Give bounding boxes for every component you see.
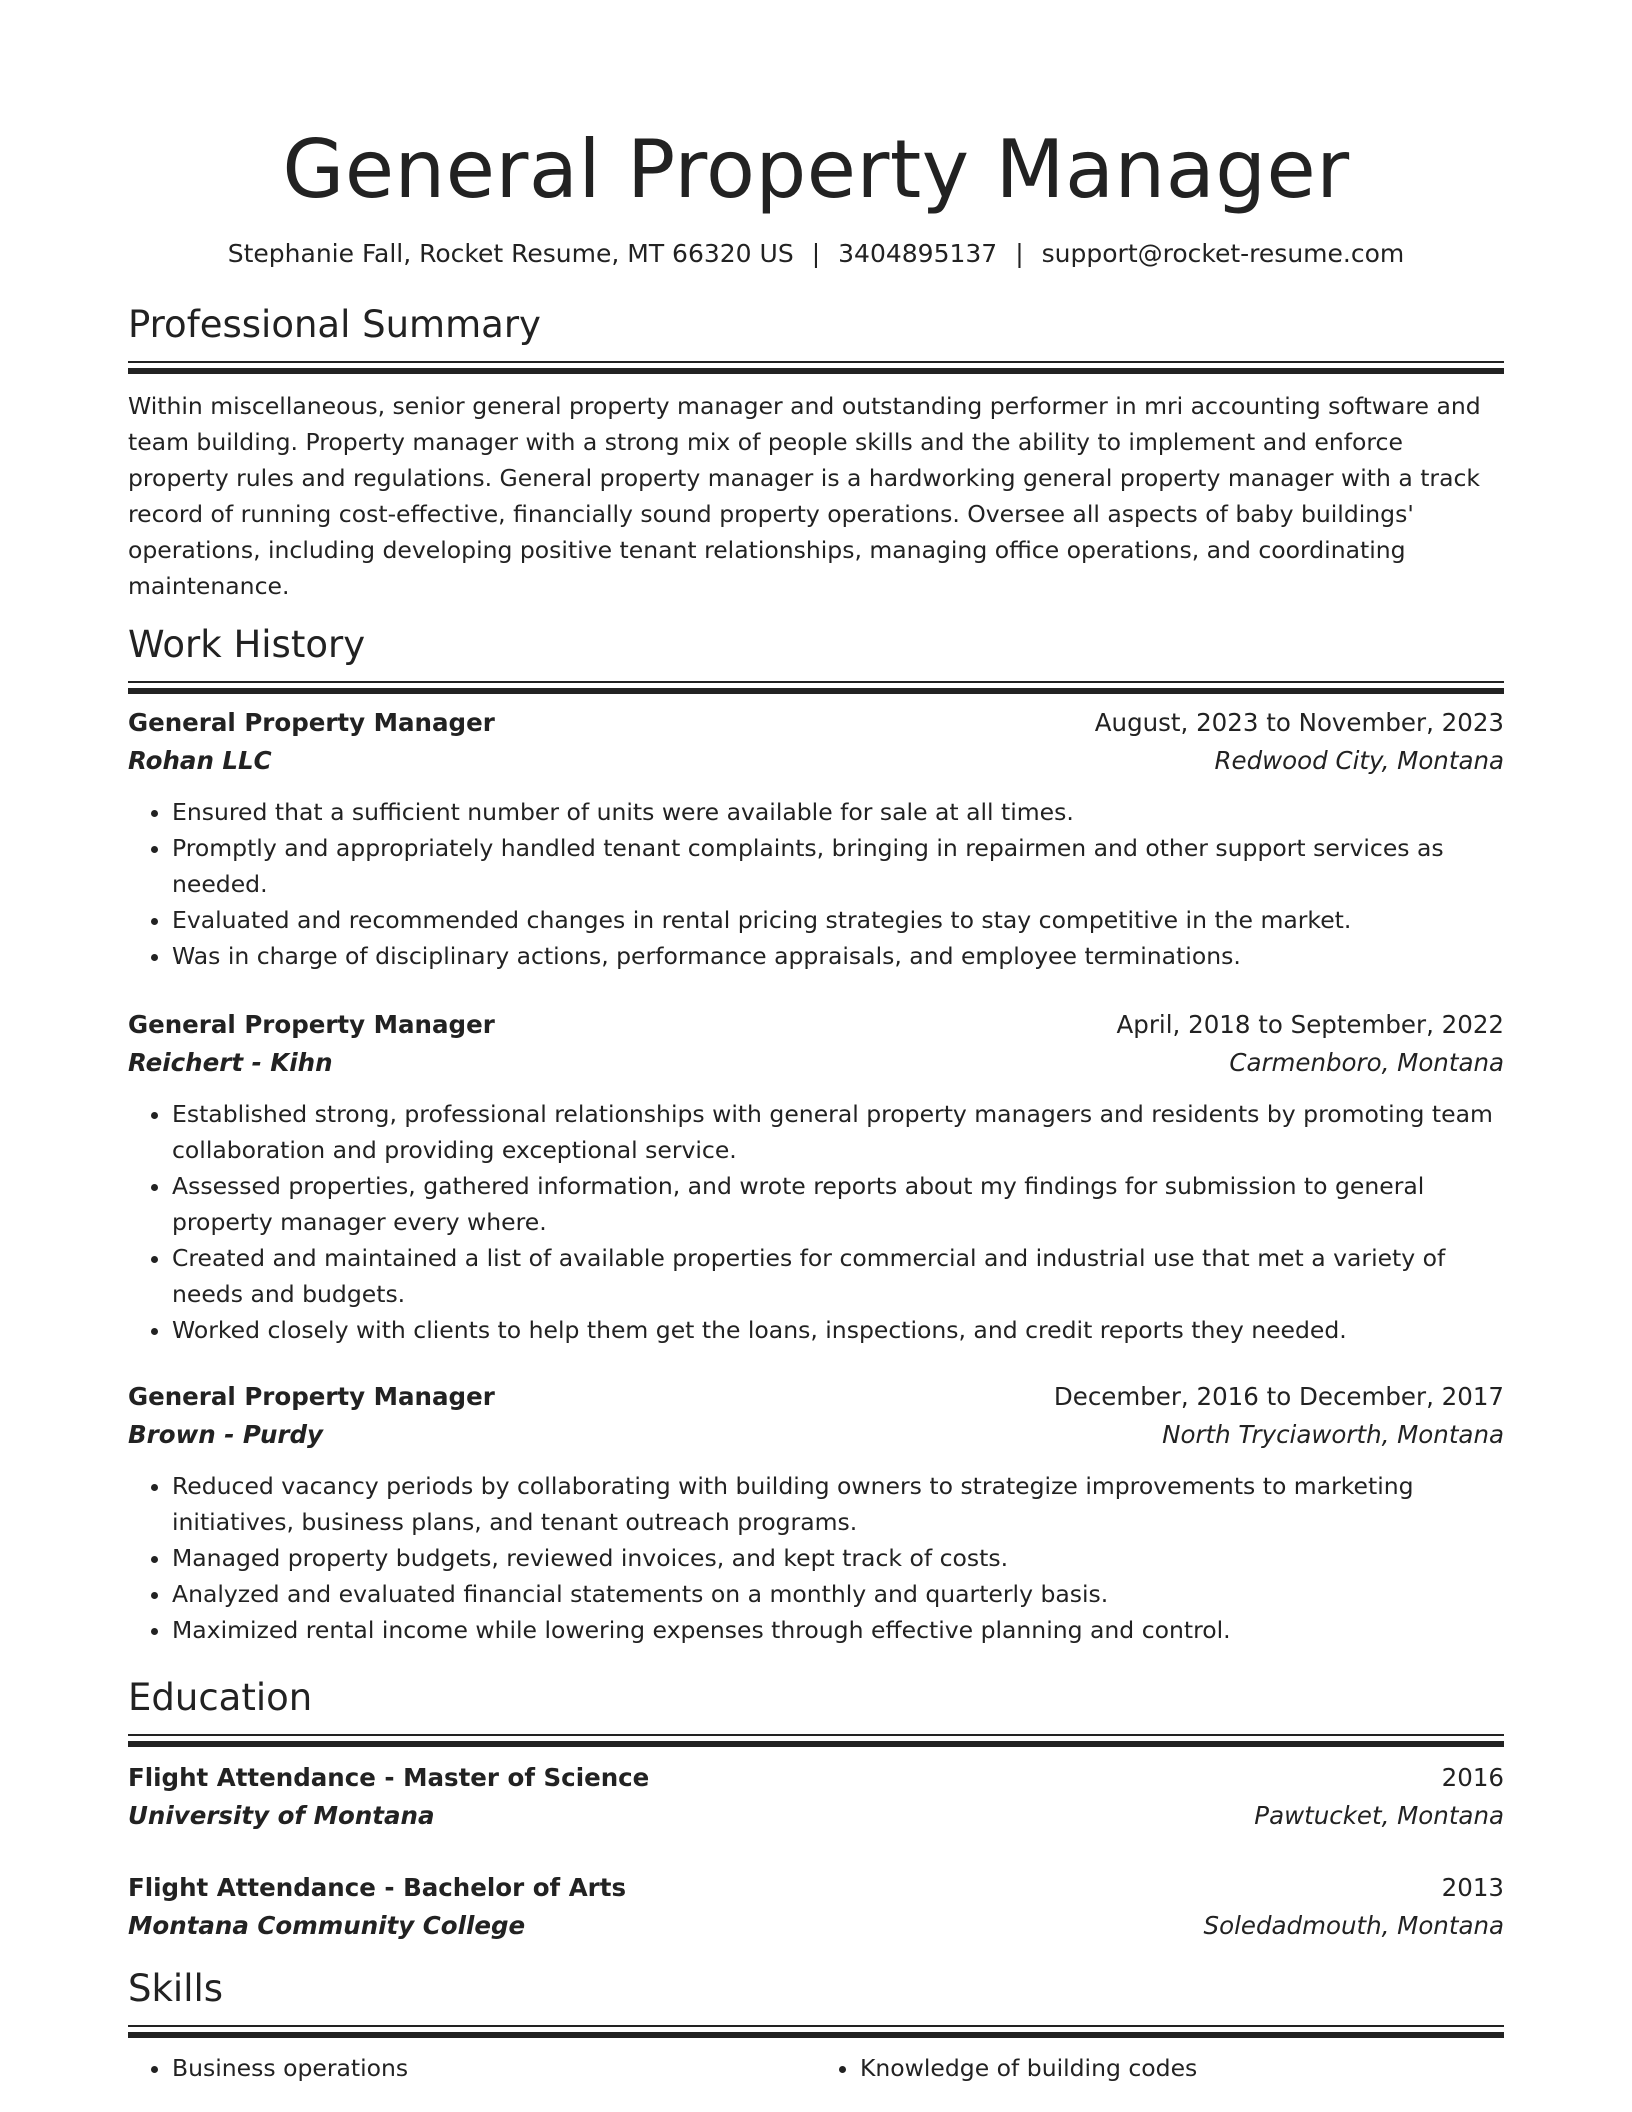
contact-email: support@rocket-resume.com	[1041, 239, 1405, 268]
job-dates: April, 2018 to September, 2022	[1116, 1010, 1504, 1039]
section-education	[128, 1674, 1504, 1945]
job-company-row	[128, 1416, 1504, 1454]
job-bullet: • Assessed properties, gathered information, and wrote reports about my findings for submission to general property manager every where.	[172, 1168, 1504, 1240]
section-rule	[128, 1734, 1504, 1747]
job-role: General Property Manager	[128, 708, 495, 737]
section-summary	[128, 301, 1504, 604]
job-header-row	[128, 704, 1504, 742]
section-skills	[128, 1965, 1504, 2086]
job-role: General Property Manager	[128, 1010, 495, 1039]
resume-page	[128, 0, 1504, 2086]
job-bullet: • Ensured that a sufficient number of units were available for sale at all times.	[172, 794, 1504, 830]
job-bullets	[128, 794, 1504, 974]
job-bullet: • Maximized rental income while lowering expenses through effective planning and control.	[172, 1612, 1504, 1648]
contact-separator: |	[811, 239, 821, 268]
contact-separator: |	[1015, 239, 1024, 268]
section-title-education: Education	[128, 1676, 313, 1719]
job-bullet: • Analyzed and evaluated financial statements on a monthly and quarterly basis.	[172, 1576, 1504, 1612]
job-bullet: • Evaluated and recommended changes in rental pricing strategies to stay competitive in the market.	[172, 902, 1504, 938]
skills-list-right	[816, 2050, 1504, 2086]
job-bullet: • Managed property budgets, reviewed invoices, and kept track of costs.	[172, 1540, 1504, 1576]
job-bullet: • Established strong, professional relationships with general property managers and residents by promoting team collaboration and providing exceptional service.	[172, 1096, 1504, 1168]
education-school-row	[128, 1907, 1504, 1945]
job-entry	[128, 1006, 1504, 1348]
job-bullets	[128, 1096, 1504, 1348]
section-rule	[128, 681, 1504, 694]
job-dates: December, 2016 to December, 2017	[1053, 1382, 1504, 1411]
job-header-row	[128, 1006, 1504, 1044]
education-location: Soledadmouth, Montana	[1203, 1911, 1504, 1940]
education-school: University of Montana	[128, 1801, 435, 1830]
summary-text: Within miscellaneous, senior general property manager and outstanding performer in mri accounting software and team building. Property manager with a strong mix of people skills and the ability to implement and enforce property rules and regulations. General property manager is a hardworking general property manager with a track record of running cost-effective, financially sound property operations. Oversee all aspects of baby buildings' operations, including developing positive tenant relationships, managing office operations, and coordinating maintenance.	[128, 392, 1481, 600]
job-location: Redwood City, Montana	[1214, 746, 1504, 775]
resume-name: General Property Manager	[282, 123, 1350, 216]
skills-columns	[128, 2050, 1504, 2086]
job-dates: August, 2023 to November, 2023	[1094, 708, 1504, 737]
education-year: 2013	[1441, 1873, 1504, 1902]
skill-item: • Business operations	[172, 2050, 816, 2086]
job-role: General Property Manager	[128, 1382, 495, 1411]
job-bullet: • Reduced vacancy periods by collaborating with building owners to strategize improvements to marketing initiatives, business plans, and tenant outreach programs.	[172, 1468, 1504, 1540]
section-rule	[128, 361, 1504, 374]
contact-phone: 3404895137	[838, 239, 998, 268]
section-work-history	[128, 621, 1504, 1648]
job-entry	[128, 704, 1504, 974]
section-rule	[128, 2025, 1504, 2038]
job-company: Rohan LLC	[128, 746, 272, 775]
education-location: Pawtucket, Montana	[1254, 1801, 1504, 1830]
skill-item: • Knowledge of building codes	[860, 2050, 1504, 2086]
education-degree-row	[128, 1759, 1504, 1797]
job-bullet: • Was in charge of disciplinary actions, performance appraisals, and employee terminations.	[172, 938, 1504, 974]
skills-list-left	[128, 2050, 816, 2086]
job-company: Brown - Purdy	[128, 1420, 324, 1449]
education-school-row	[128, 1797, 1504, 1835]
education-year: 2016	[1441, 1763, 1504, 1792]
job-company: Reichert - Kihn	[128, 1048, 333, 1077]
job-bullet: • Created and maintained a list of available properties for commercial and industrial use that met a variety of needs and budgets.	[172, 1240, 1504, 1312]
education-entry	[128, 1759, 1504, 1835]
contact-line	[128, 236, 1504, 272]
job-location: Carmenboro, Montana	[1229, 1048, 1504, 1077]
section-title-skills: Skills	[128, 1967, 224, 2010]
job-location: North Tryciaworth, Montana	[1162, 1420, 1504, 1449]
education-degree-row	[128, 1869, 1504, 1907]
section-title-work: Work History	[128, 623, 366, 666]
job-bullet: • Worked closely with clients to help them get the loans, inspections, and credit reports they needed.	[172, 1312, 1504, 1348]
job-bullets	[128, 1468, 1504, 1648]
job-bullet: • Promptly and appropriately handled tenant complaints, bringing in repairmen and other support services as needed.	[172, 830, 1504, 902]
education-degree: Flight Attendance - Bachelor of Arts	[128, 1873, 627, 1902]
education-entry	[128, 1869, 1504, 1945]
job-company-row	[128, 742, 1504, 780]
section-title-summary: Professional Summary	[128, 303, 541, 346]
job-company-row	[128, 1044, 1504, 1082]
job-entry	[128, 1378, 1504, 1648]
education-degree: Flight Attendance - Master of Science	[128, 1763, 650, 1792]
job-header-row	[128, 1378, 1504, 1416]
education-school: Montana Community College	[128, 1911, 526, 1940]
contact-address: Stephanie Fall, Rocket Resume, MT 66320 US	[227, 239, 794, 268]
